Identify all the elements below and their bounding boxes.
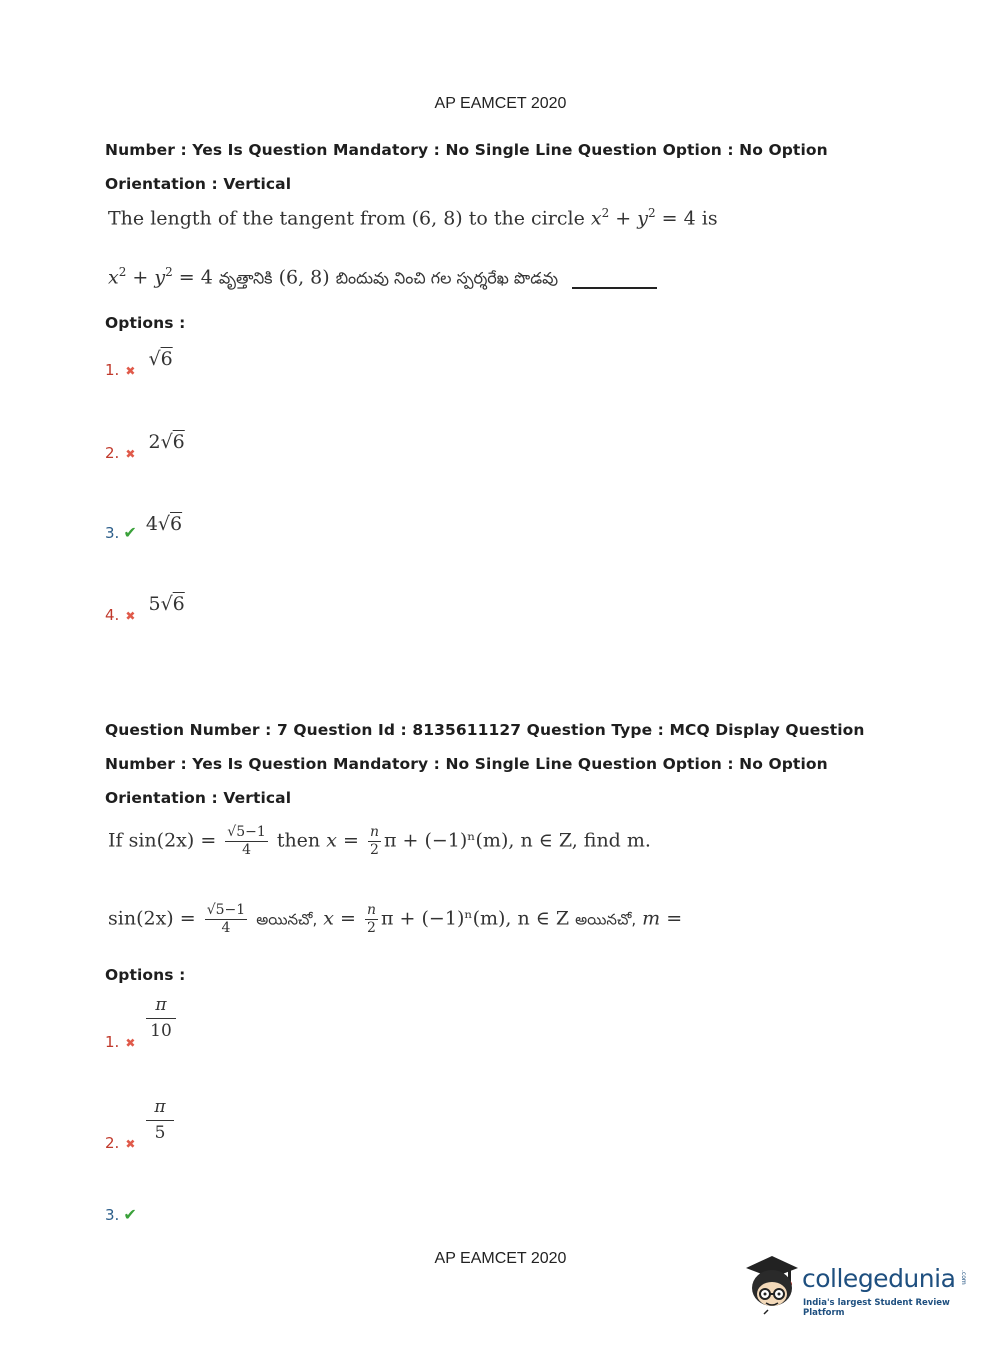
wrong-icon: ✖: [125, 609, 136, 623]
q7-options-label: Options :: [105, 966, 186, 984]
wrong-icon: ✖: [125, 1036, 136, 1050]
wrong-icon: ✖: [125, 364, 136, 378]
mascot-icon: [742, 1250, 800, 1316]
page-footer: AP EAMCET 2020: [434, 1250, 567, 1267]
wrong-icon: ✖: [125, 1137, 136, 1151]
q6-question-english: The length of the tangent from (6, 8) to the circle $x^2 + y^2 = 4$ is: [108, 206, 718, 230]
q6-option-3[interactable]: 3. ✔ 4√6: [105, 513, 183, 542]
correct-check-icon: ✔: [123, 523, 137, 542]
option-value: 2√6: [148, 431, 185, 453]
q6-options-label: Options :: [105, 314, 186, 332]
q7-meta-line2: Number : Yes Is Question Mandatory : No Single Line Question Option : No Option: [105, 755, 828, 773]
q7-option-3[interactable]: 3. ✔: [105, 1205, 137, 1224]
option-value: 4√6: [145, 513, 183, 535]
wrong-icon: ✖: [125, 447, 136, 461]
q6-question-telugu: $x^2 + y^2 = 4$ వృత్తానికి (6, 8) బిందువు నించి గల స్పర్శరేఖ పొడవు: [108, 265, 657, 291]
page-header: AP EAMCET 2020: [434, 95, 567, 112]
q7-option-1[interactable]: 1. ✖: [105, 1033, 136, 1051]
answer-blank: [572, 286, 657, 289]
q7-meta-line3: Orientation : Vertical: [105, 789, 292, 807]
q6-option-1[interactable]: 1. ✖ √6: [105, 348, 173, 379]
q7-question-english: If sin(2x) = $\frac{√5-1}{4}$ then x = $\frac{n}{2}$ π + (−1)ⁿ(m), n ∈ Z, find m.: [108, 824, 651, 858]
q6-option-2[interactable]: 2. ✖ 2√6: [105, 431, 185, 462]
q7-option-1-value: π 10: [146, 992, 176, 1043]
collegedunia-logo: collegedunia .com India's largest Student Review Platform: [740, 1248, 970, 1318]
q6-meta-line2: Orientation : Vertical: [105, 175, 292, 193]
q6-meta-line1: Number : Yes Is Question Mandatory : No Single Line Question Option : No Option: [105, 141, 828, 159]
q7-meta-line1: Question Number : 7 Question Id : 8135611127 Question Type : MCQ Display Question: [105, 721, 865, 739]
option-value: √6: [148, 348, 173, 370]
q7-question-telugu: sin(2x) = $\frac{√5-1}{4}$ అయినచో, x = $\frac{n}{2}$ π + (−1)ⁿ(m), n ∈ Z అయినచో, m =: [108, 902, 683, 936]
correct-check-icon: ✔: [123, 1205, 137, 1224]
q7-option-2[interactable]: 2. ✖: [105, 1134, 136, 1152]
q7-option-2-value: π 5: [146, 1094, 174, 1145]
option-value: 5√6: [148, 593, 185, 615]
q6-option-4[interactable]: 4. ✖ 5√6: [105, 593, 185, 624]
